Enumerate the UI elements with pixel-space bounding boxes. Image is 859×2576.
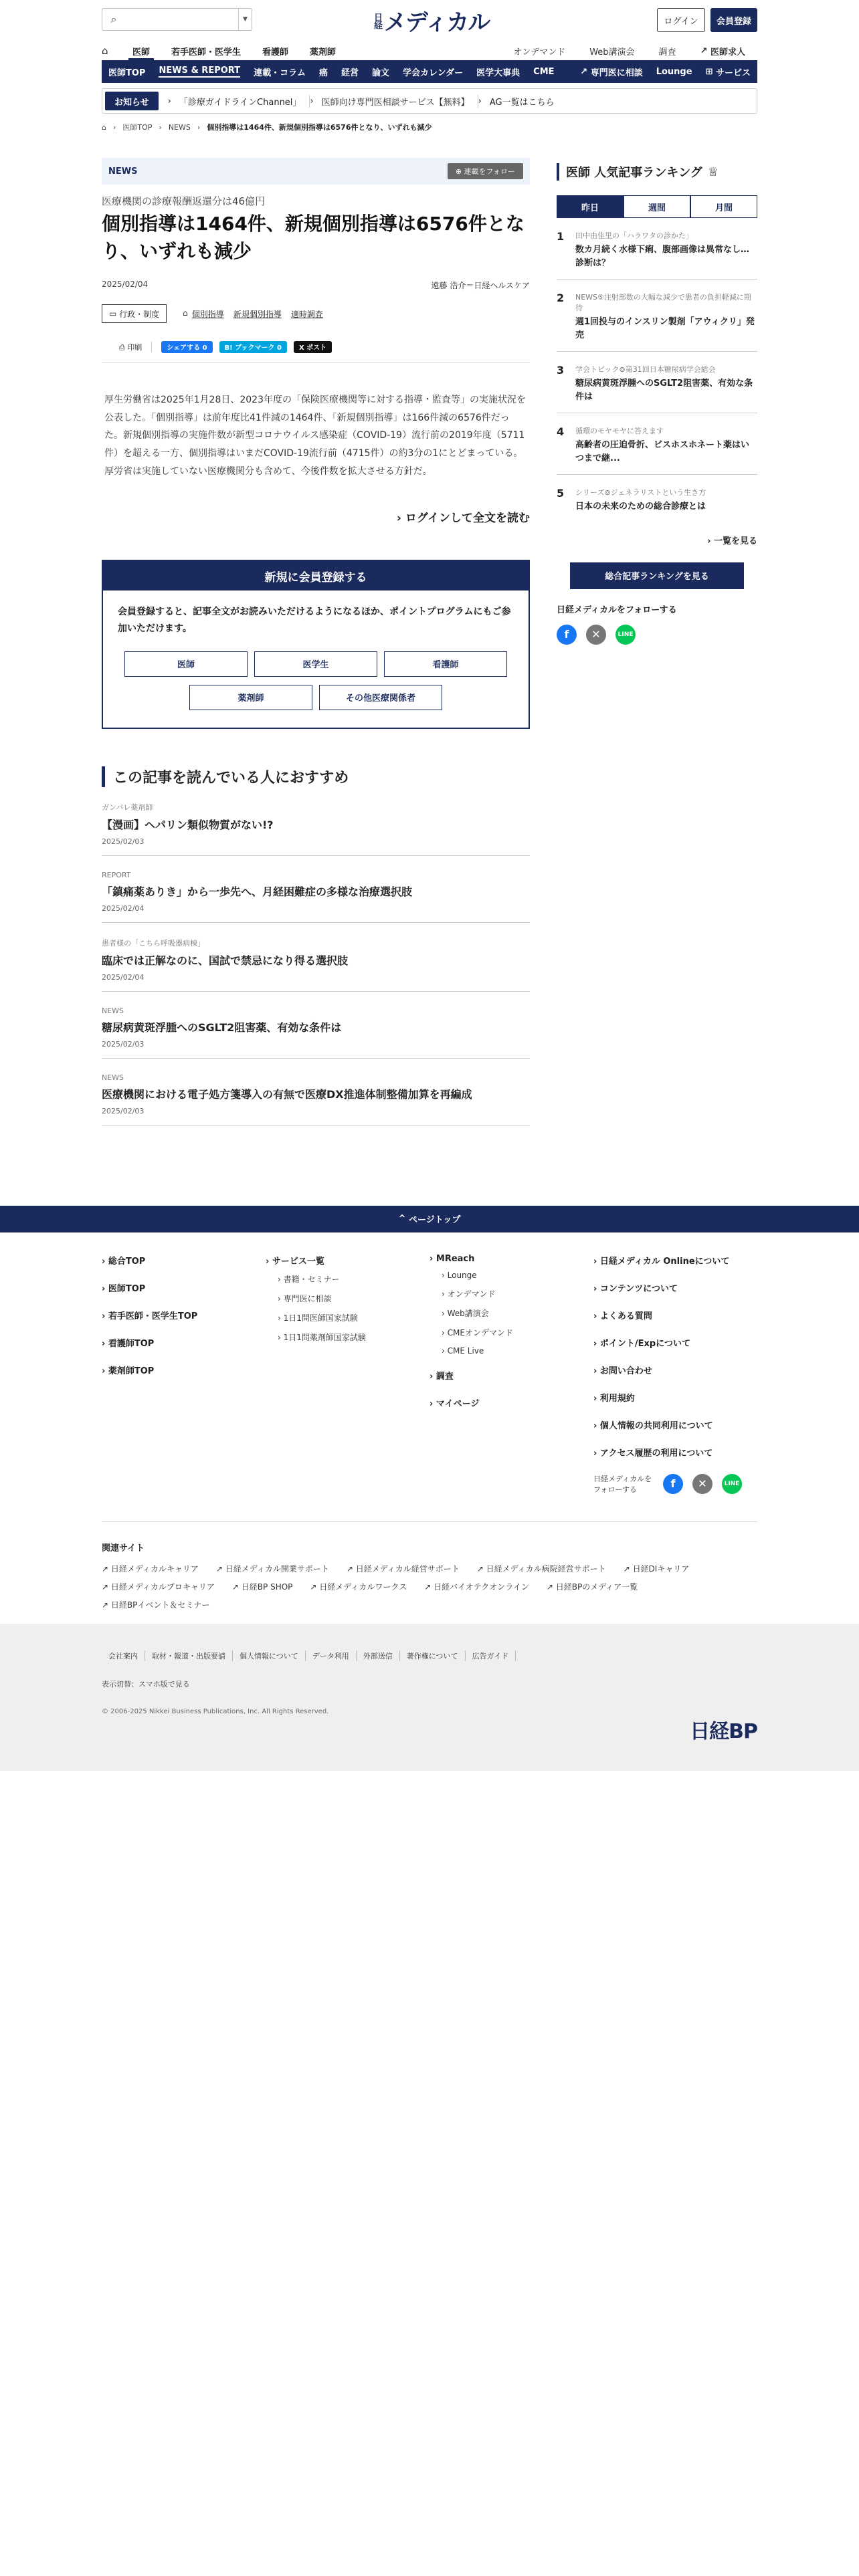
x-icon[interactable]: ✕ bbox=[692, 1474, 712, 1494]
breadcrumb-item[interactable]: NEWS bbox=[168, 122, 191, 132]
bottom-link[interactable]: 著作権について bbox=[400, 1650, 466, 1661]
notice-link[interactable]: 医師向け専門医相談サービス【無料】 bbox=[314, 95, 478, 108]
recommend-section bbox=[102, 766, 530, 1125]
item-title[interactable]: 糖尿病黄斑浮腫へのSGLT2阻害薬、有効な条件は bbox=[102, 1021, 342, 1034]
nav-doctor[interactable]: 医師 bbox=[122, 41, 161, 60]
item-title[interactable]: 【漫画】ヘパリン類似物質がない!? bbox=[102, 818, 274, 831]
footer-link[interactable]: › 薬剤師TOP bbox=[102, 1366, 155, 1376]
related-link[interactable]: ↗ 日経BPのメディア一覧 bbox=[546, 1582, 638, 1592]
chevron-right-icon: › bbox=[159, 122, 162, 132]
facebook-icon[interactable]: f bbox=[557, 625, 577, 645]
rank-title[interactable]: 数カ月続く水様下痢、腹部画像は異常なし…診断は？ bbox=[575, 245, 750, 268]
mainnav-doctor-top[interactable] bbox=[102, 60, 152, 83]
mainnav-label: 論文 bbox=[371, 68, 389, 78]
recommend-heading: この記事を読んでいる人におすすめ bbox=[102, 766, 530, 787]
footer-label: 薬剤師TOP bbox=[108, 1366, 155, 1376]
bottom-link[interactable]: データ利用 bbox=[306, 1650, 357, 1661]
related-link[interactable]: ↗ 日経バイオテクオンライン bbox=[424, 1582, 529, 1592]
tab-monthly[interactable]: 月間 bbox=[690, 195, 757, 218]
bottom-link[interactable]: 取材・報道・出版要請 bbox=[145, 1650, 233, 1661]
footer-sublink[interactable]: › 書籍・セミナー bbox=[278, 1274, 340, 1284]
recommend-item[interactable] bbox=[102, 856, 530, 923]
footer-bottom bbox=[0, 1624, 859, 1771]
facebook-icon[interactable]: f bbox=[663, 1474, 683, 1494]
mainnav-label: 癌 bbox=[318, 68, 328, 78]
footer-label: Lounge bbox=[447, 1270, 477, 1280]
rank-kicker: シリーズ⊚ジェネラリストという生き方 bbox=[575, 488, 706, 497]
printer-icon: ⎙ bbox=[119, 342, 128, 352]
nav-jobs-label: 医師求人 bbox=[710, 47, 745, 58]
chevron-right-icon: › bbox=[310, 96, 314, 106]
rank-number: 2 bbox=[557, 292, 565, 304]
mainnav-label: サービス bbox=[715, 68, 751, 78]
article-author: 遠藤 浩介＝日経ヘルスケア bbox=[431, 281, 530, 291]
footer-sublink[interactable]: › CMEオンデマンド bbox=[442, 1327, 513, 1337]
tab-yesterday[interactable]: 昨日 bbox=[557, 195, 624, 218]
footer-label: 看護師TOP bbox=[108, 1338, 155, 1349]
ranking-item[interactable] bbox=[557, 475, 757, 523]
rank-kicker: 循環のモヤモヤに答えます bbox=[575, 427, 664, 435]
mainnav-news[interactable] bbox=[152, 60, 247, 83]
home-icon[interactable]: ⌂ bbox=[102, 45, 108, 57]
breadcrumb bbox=[102, 118, 757, 136]
follow-series-button[interactable] bbox=[448, 163, 523, 179]
footer-label: CMEオンデマンド bbox=[447, 1327, 513, 1337]
footer-sublink[interactable]: › 1日1問薬剤師国家試験 bbox=[278, 1332, 366, 1342]
page-blank-area bbox=[0, 1771, 859, 2533]
related-link[interactable]: ↗ 日経BP SHOP bbox=[231, 1582, 293, 1592]
chevron-up-icon: ^ bbox=[398, 1214, 409, 1224]
login-button[interactable]: ログイン bbox=[657, 8, 705, 32]
read-more-label: ログインして全文を読む bbox=[405, 512, 530, 526]
mainnav-label: 医学大事典 bbox=[476, 68, 520, 78]
print-label: 印刷 bbox=[127, 342, 142, 352]
footer-label: 調査 bbox=[436, 1371, 454, 1382]
article-subtitle: 医療機関の診療報酬返還分は46億円 bbox=[102, 195, 266, 207]
registration-box bbox=[102, 560, 530, 728]
rank-number: 4 bbox=[557, 425, 565, 438]
footer-label: 若手医師・医学生TOP bbox=[108, 1311, 198, 1321]
smartphone-switch-link[interactable]: 表示切替：スマホ版で見る bbox=[102, 1679, 190, 1689]
ranking-item[interactable] bbox=[557, 413, 757, 475]
mainnav-label: 連載・コラム bbox=[254, 68, 306, 78]
mainnav-papers[interactable] bbox=[365, 60, 396, 83]
nav-nurse[interactable]: 看護師 bbox=[262, 47, 289, 58]
footer-link[interactable]: › よくある質問 bbox=[593, 1311, 652, 1321]
footer-label: 1日1問薬剤師国家試験 bbox=[283, 1332, 366, 1342]
related-link[interactable]: ↗ 日経メディカル経営サポート bbox=[346, 1564, 460, 1574]
register-button[interactable]: 会員登録 bbox=[710, 8, 757, 32]
footer-link[interactable]: › 個人情報の共同利用について bbox=[593, 1420, 713, 1431]
breadcrumb-current: 個別指導は1464件、新規個別指導は6576件となり、いずれも減少 bbox=[207, 123, 432, 132]
mainnav-label: 学会カレンダー bbox=[403, 68, 464, 78]
chevron-right-icon: › bbox=[167, 96, 171, 106]
recommend-item[interactable] bbox=[102, 787, 530, 856]
more-label: 一覧を見る bbox=[713, 536, 757, 546]
footer-link[interactable]: › 日経メディカル Onlineについて bbox=[593, 1256, 730, 1267]
nav-young-doctor[interactable]: 若手医師・医学生 bbox=[171, 47, 242, 58]
mainnav-label: CME bbox=[533, 66, 555, 77]
ranking-tabs bbox=[557, 195, 757, 218]
article-date: 2025/02/04 bbox=[102, 280, 149, 290]
item-date: 2025/02/04 bbox=[102, 903, 145, 913]
mainnav-dictionary[interactable] bbox=[470, 60, 527, 83]
notice-link[interactable]: 「診療ガイドラインChannel」 bbox=[171, 95, 310, 108]
footer-label: マイページ bbox=[436, 1398, 480, 1409]
tag-link[interactable]: 適時調査 bbox=[290, 309, 323, 319]
rank-title[interactable]: 日本の未来のための総合診療とは bbox=[575, 502, 706, 512]
footer-link[interactable]: › MReach bbox=[430, 1253, 475, 1264]
ranking-item[interactable] bbox=[557, 352, 757, 413]
home-icon[interactable]: ⌂ bbox=[102, 122, 106, 132]
tab-weekly[interactable]: 週間 bbox=[624, 195, 690, 218]
footer-sublink[interactable]: › オンデマンド bbox=[442, 1289, 496, 1299]
footer-link[interactable]: › コンテンツについて bbox=[593, 1283, 678, 1294]
related-sites bbox=[102, 1522, 757, 1624]
rank-number: 5 bbox=[557, 487, 565, 500]
section-label: NEWS bbox=[108, 166, 138, 177]
rank-title[interactable]: 糖尿病黄斑浮腫へのSGLT2阻害薬、有効な条件は bbox=[575, 379, 753, 402]
footer-link[interactable]: › 総合TOP bbox=[102, 1256, 146, 1267]
footer-link[interactable]: › アクセス履歴の利用について bbox=[593, 1448, 713, 1459]
nav-pharmacist[interactable]: 薬剤師 bbox=[310, 47, 337, 58]
footer-link[interactable]: › ポイント/Expについて bbox=[593, 1338, 690, 1349]
related-link[interactable]: ↗ 日経メディカル開業サポート bbox=[215, 1564, 329, 1574]
related-label: 日経メディカル開業サポート bbox=[225, 1564, 329, 1574]
chevron-right-icon: › bbox=[478, 96, 482, 106]
item-title[interactable]: 「鎮痛薬ありき」から一歩先へ、月経困難症の多様な治療選択肢 bbox=[102, 885, 413, 898]
footer-label: 利用規約 bbox=[599, 1393, 635, 1404]
related-label: 日経メディカル病院経営サポート bbox=[486, 1564, 606, 1574]
mainnav-service[interactable] bbox=[699, 60, 757, 83]
x-post-button[interactable]: X ポスト bbox=[294, 341, 332, 353]
recommend-item[interactable] bbox=[102, 992, 530, 1059]
related-link[interactable]: ↗ 日経メディカルプロキャリア bbox=[102, 1582, 215, 1592]
footer-label: 専門医に相談 bbox=[283, 1293, 332, 1303]
item-date: 2025/02/03 bbox=[102, 1039, 145, 1049]
logo-medical: メディカル bbox=[384, 9, 490, 36]
item-kicker: NEWS bbox=[102, 1006, 124, 1015]
recommend-item[interactable] bbox=[102, 1059, 530, 1125]
plus-icon: ⊕ bbox=[455, 167, 464, 176]
read-more-link[interactable] bbox=[397, 512, 530, 525]
mainnav-cme[interactable] bbox=[527, 60, 561, 83]
footer-label: Web講演会 bbox=[447, 1308, 489, 1318]
rank-kicker: 田中由佳里の「ハラワタの診かた」 bbox=[575, 231, 693, 240]
rank-kicker: 学会トピック⊚第31回日本糖尿病学会総会 bbox=[575, 365, 716, 374]
register-student-button[interactable]: 医学生 bbox=[254, 651, 377, 677]
nav-jobs[interactable] bbox=[688, 41, 757, 60]
rank-kicker: NEWS⑤注射部数の大幅な減少で患者の負担軽減に期待 bbox=[575, 293, 751, 312]
related-link[interactable]: ↗ 日経BPイベント＆セミナー bbox=[102, 1600, 210, 1610]
external-link-icon: ↗ bbox=[700, 45, 710, 56]
register-nurse-button[interactable]: 看護師 bbox=[384, 651, 507, 677]
social-links bbox=[557, 625, 757, 645]
footer-label: アクセス履歴の利用について bbox=[599, 1448, 713, 1459]
mainnav-lounge[interactable] bbox=[650, 60, 699, 83]
rank-title[interactable]: 週1回投与のインスリン製剤「アウィクリ」発売 bbox=[575, 317, 755, 340]
follow-label: 連載をフォロー bbox=[464, 167, 515, 176]
related-link[interactable]: ↗ 日経メディカル病院経営サポート bbox=[476, 1564, 606, 1574]
item-date: 2025/02/03 bbox=[102, 1106, 145, 1115]
copyright: © 2006-2025 Nikkei Business Publications, Inc. All Rights Reserved. bbox=[102, 1707, 329, 1715]
footer-link[interactable]: › マイページ bbox=[430, 1398, 480, 1409]
related-link[interactable]: ↗ 日経DIキャリア bbox=[623, 1564, 690, 1574]
item-kicker: 患者様の「こちら呼吸器病棟」 bbox=[102, 938, 205, 948]
page-top-button[interactable] bbox=[0, 1206, 859, 1232]
footer-label: オンデマンド bbox=[447, 1289, 496, 1299]
footer-link[interactable]: › 調査 bbox=[430, 1371, 454, 1382]
footer-label: コンテンツについて bbox=[599, 1283, 678, 1294]
audience-nav bbox=[102, 41, 757, 60]
page-top-label: ページトップ bbox=[409, 1215, 461, 1226]
footer-label: 1日1問医師国家試験 bbox=[283, 1313, 358, 1323]
tag-link[interactable]: 個別指導 bbox=[191, 309, 224, 319]
hatena-bookmark-button[interactable]: B! ブックマーク 0 bbox=[219, 341, 287, 353]
footer-sublink[interactable]: › 1日1問医師国家試験 bbox=[278, 1313, 358, 1323]
related-label: 日経BP SHOP bbox=[241, 1582, 293, 1592]
ranking-title: 医師 人気記事ランキング bbox=[566, 166, 702, 180]
registration-heading: 新規に会員登録する bbox=[103, 561, 529, 591]
notice-tag: お知らせ bbox=[105, 92, 159, 110]
related-label: 日経DIキャリア bbox=[632, 1564, 690, 1574]
mainnav-label: NEWS & REPORT bbox=[159, 66, 240, 78]
share-bar bbox=[102, 340, 530, 363]
mainnav-cancer[interactable] bbox=[312, 60, 335, 83]
crown-icon: ♕ bbox=[707, 165, 719, 179]
print-button[interactable] bbox=[110, 342, 152, 352]
footer-label: お問い合わせ bbox=[599, 1366, 652, 1376]
article-body: 厚生労働省は2025年1月28日、2023年度の「保険医療機関等に対する指導・監査等」の実施状況を公表した。「個別指導」は前年度比41件減の1464件、「新規個別指導」は166件減の6576件だった。新規個別指導の実施件数が新型コロナウイルス感染症（COVID-19）流行前の2019年度（5711件）を超える一方、個別指導はいまだCOVID-19流行前（4715件）の約3分の1にとどまっている。厚労省は実施していない医療機関分も含めて、今後件数を拡大させる方針だ。 bbox=[104, 395, 526, 477]
external-link-icon: ↗ bbox=[580, 66, 591, 77]
footer-follow-label: 日経メディカルをフォローする bbox=[593, 1474, 652, 1494]
item-title[interactable]: 医療機関における電子処方箋導入の有無で医療DX推進体制整備加算を再編成 bbox=[102, 1087, 472, 1101]
mainnav-calendar[interactable] bbox=[396, 60, 470, 83]
bottom-link[interactable]: 外部送信 bbox=[357, 1650, 400, 1661]
related-label: 日経メディカルプロキャリア bbox=[110, 1582, 215, 1592]
nav-web-lecture[interactable]: Web講演会 bbox=[589, 47, 635, 58]
chevron-right-icon: › bbox=[707, 536, 714, 546]
footer-label: CME Live bbox=[447, 1346, 484, 1356]
register-other-button[interactable]: その他医療関係者 bbox=[319, 685, 442, 710]
footer-label: 医師TOP bbox=[108, 1283, 146, 1294]
bottom-link[interactable]: 会社案内 bbox=[102, 1650, 145, 1661]
ranking-more-link[interactable] bbox=[707, 536, 757, 546]
notice-link[interactable]: AG一覧はこちら bbox=[489, 97, 555, 108]
footer-label: 個人情報の共同利用について bbox=[599, 1420, 713, 1431]
footer-link[interactable]: › 利用規約 bbox=[593, 1393, 635, 1404]
sidebar bbox=[557, 158, 757, 1125]
registration-text: 会員登録すると、記事全文がお読みいただけるようになるほか、ポイントプログラムにもご参加いただけます。 bbox=[118, 607, 511, 635]
chevron-right-icon: › bbox=[112, 122, 116, 132]
register-doctor-button[interactable]: 医師 bbox=[124, 651, 248, 677]
mainnav-label: 経営 bbox=[341, 68, 359, 78]
footer-link[interactable]: › 医師TOP bbox=[102, 1283, 146, 1294]
register-pharmacist-button[interactable]: 薬剤師 bbox=[189, 685, 312, 710]
footer-label: 日経メディカル Onlineについて bbox=[599, 1256, 730, 1267]
footer-label: よくある質問 bbox=[599, 1311, 652, 1321]
search-box[interactable] bbox=[102, 8, 252, 31]
ranking-item[interactable] bbox=[557, 280, 757, 352]
footer-label: 総合TOP bbox=[108, 1256, 146, 1267]
related-label: 日経BPのメディア一覧 bbox=[555, 1582, 638, 1592]
main-nav bbox=[102, 60, 757, 83]
search-icon[interactable]: ⌕ bbox=[110, 13, 117, 25]
footer-follow bbox=[593, 1473, 757, 1495]
item-title[interactable]: 臨床では正解なのに、国試で禁忌になり得る選択肢 bbox=[102, 954, 349, 967]
related-label: 日経メディカルワークス bbox=[319, 1582, 407, 1592]
related-label: 日経メディカルキャリア bbox=[110, 1564, 199, 1574]
mainnav-consult[interactable] bbox=[573, 60, 649, 83]
header bbox=[102, 0, 757, 41]
x-icon[interactable]: ✕ bbox=[586, 625, 606, 645]
footer-sublink[interactable]: › CME Live bbox=[442, 1346, 484, 1356]
footer-link[interactable]: › サービス一覧 bbox=[266, 1256, 324, 1267]
footer-link[interactable]: › お問い合わせ bbox=[593, 1366, 652, 1376]
article-meta bbox=[102, 280, 530, 291]
rank-number: 1 bbox=[557, 230, 565, 243]
footer-sublink[interactable]: › Lounge bbox=[442, 1270, 477, 1280]
item-date: 2025/02/03 bbox=[102, 837, 145, 846]
article-tags bbox=[102, 304, 530, 323]
category-label: 行政・制度 bbox=[119, 309, 160, 319]
footer-link[interactable]: › 看護師TOP bbox=[102, 1338, 155, 1349]
article-title: 個別指導は1464件、新規個別指導は6576件となり、いずれも減少 bbox=[102, 213, 524, 262]
nav-survey[interactable]: 調査 bbox=[658, 47, 676, 58]
footer-links bbox=[102, 1232, 757, 1522]
footer-label: サービス一覧 bbox=[272, 1256, 324, 1267]
grid-icon: ⊞ bbox=[705, 66, 716, 77]
site-logo[interactable] bbox=[373, 4, 489, 37]
related-label: 日経バイオテクオンライン bbox=[434, 1582, 529, 1592]
related-link[interactable]: ↗ 日経メディカルキャリア bbox=[102, 1564, 199, 1574]
related-link[interactable]: ↗ 日経メディカルワークス bbox=[310, 1582, 407, 1592]
footer-sublink[interactable]: › 専門医に相談 bbox=[278, 1293, 332, 1303]
notice-bar bbox=[102, 88, 757, 114]
overall-ranking-button[interactable]: 総合記事ランキングを見る bbox=[570, 562, 744, 589]
mainnav-series[interactable] bbox=[247, 60, 312, 83]
recommend-item[interactable] bbox=[102, 923, 530, 992]
footer-label: MReach bbox=[436, 1253, 475, 1264]
line-icon[interactable]: LINE bbox=[615, 625, 636, 645]
bottom-link[interactable]: 広告ガイド bbox=[466, 1650, 516, 1661]
item-kicker: NEWS bbox=[102, 1073, 124, 1082]
mainnav-label: 専門医に相談 bbox=[590, 68, 643, 78]
rank-title[interactable]: 高齢者の圧迫骨折、ビスホスホネート薬はいつまで継... bbox=[575, 440, 750, 463]
footer-label: ポイント/Expについて bbox=[599, 1338, 690, 1349]
folder-icon: ▭ bbox=[109, 309, 120, 319]
footer-label: 書籍・セミナー bbox=[283, 1274, 340, 1284]
related-heading: 関連サイト bbox=[102, 1543, 145, 1553]
tag-link[interactable]: 新規個別指導 bbox=[233, 309, 282, 319]
follow-heading: 日経メディカルをフォローする bbox=[557, 605, 677, 615]
footer-link[interactable]: › 若手医師・医学生TOP bbox=[102, 1311, 198, 1321]
chevron-down-icon[interactable]: ▼ bbox=[238, 9, 252, 30]
category-button[interactable] bbox=[102, 304, 167, 323]
item-date: 2025/02/04 bbox=[102, 972, 145, 982]
ranking-item[interactable] bbox=[557, 218, 757, 280]
logo-nikkei: 日経 bbox=[372, 12, 382, 29]
bottom-link[interactable]: 個人情報について bbox=[233, 1650, 306, 1661]
facebook-share-button[interactable]: シェアする 0 bbox=[161, 341, 212, 353]
section-bar bbox=[102, 158, 530, 185]
article-column bbox=[102, 158, 530, 1125]
rank-number: 3 bbox=[557, 364, 565, 377]
breadcrumb-item[interactable]: 医師TOP bbox=[122, 123, 153, 132]
nikkei-bp-logo[interactable]: 日経BP bbox=[690, 1719, 757, 1743]
line-icon[interactable]: LINE bbox=[722, 1474, 742, 1494]
related-label: 日経BPイベント＆セミナー bbox=[110, 1600, 210, 1610]
mainnav-label: Lounge bbox=[656, 66, 692, 77]
mainnav-label: 医師TOP bbox=[108, 68, 146, 78]
item-kicker: REPORT bbox=[102, 870, 131, 879]
mainnav-management[interactable] bbox=[335, 60, 365, 83]
item-kicker: ガンバレ薬剤師 bbox=[102, 802, 153, 812]
ranking-heading bbox=[557, 163, 757, 181]
chevron-right-icon: › bbox=[396, 512, 405, 526]
related-label: 日経メディカル経営サポート bbox=[355, 1564, 460, 1574]
tag-icon: ⌂ bbox=[183, 308, 188, 318]
chevron-right-icon: › bbox=[197, 122, 201, 132]
nav-ondemand[interactable]: オンデマンド bbox=[513, 47, 566, 58]
footer-sublink[interactable]: › Web講演会 bbox=[442, 1308, 489, 1318]
